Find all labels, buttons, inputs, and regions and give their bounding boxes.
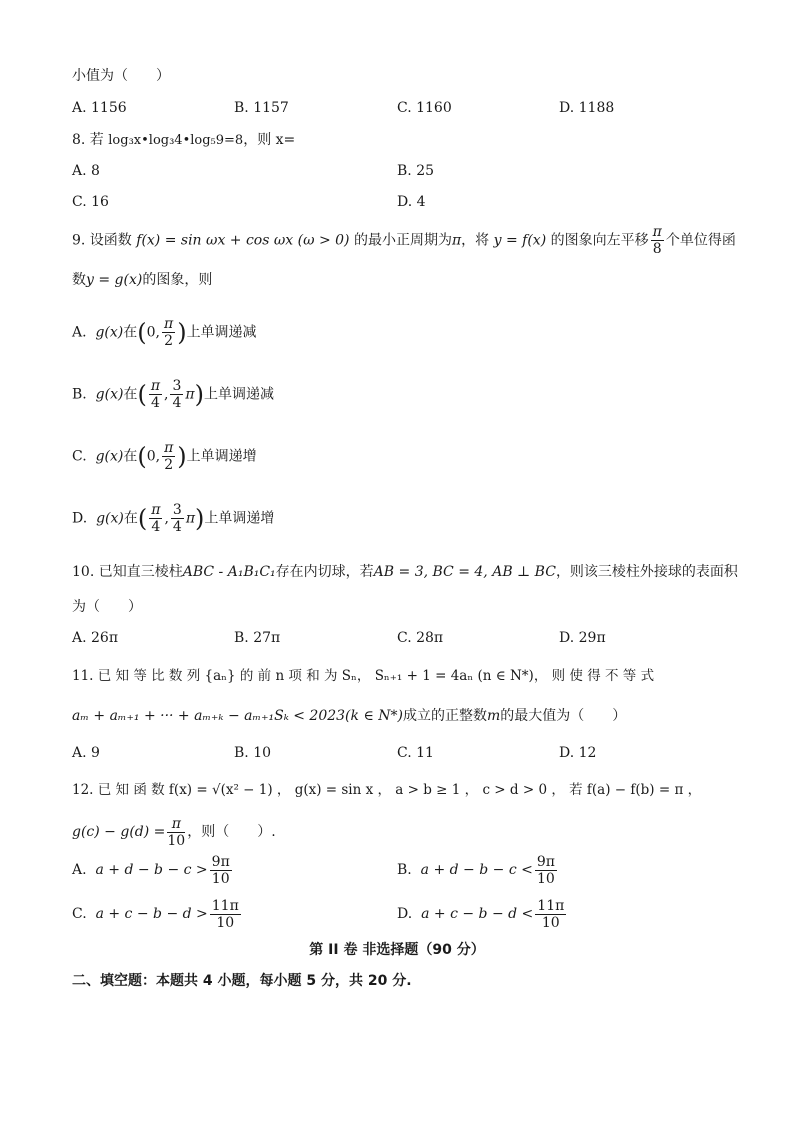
q9-option-a-text: 上单调递减 [186,324,257,341]
q8-option-c: C. 16 [72,194,109,210]
q9-option-d: D. g(x)在( $\frac{\pi}{4}$ , $\frac{3}{4}$ π)上单调递增 [72,502,275,535]
q8-stem [72,130,295,151]
q11-text-positive-integer: 成立的正整数 [402,708,487,724]
q9-option-d-num2: 3 [172,502,182,518]
q12-option-d-label: D. [397,906,413,922]
q12-option-b-expr: a + d − b − c < [420,862,533,878]
q10-option-c: C. 28π [397,630,444,646]
q9-option-b-label: B. [72,386,87,403]
q12-option-b-label: B. [397,862,412,878]
q10-condition-math: AB = 3, BC = 4, AB ⊥ BC [373,564,556,580]
q9-y-equals-g: y = g(x) [86,272,143,288]
q9-text-period: 的最小正周期为 [353,232,452,249]
q11-variable-m: m [486,708,501,724]
q7-option-d: D. 1188 [559,100,615,116]
q9-option-d-den2: 4 [172,519,182,535]
q10-prism: ABC - A₁B₁C₁ [182,564,276,580]
q9-option-b-paren-open: ( [137,380,147,409]
q9-option-d-pi: π [185,510,196,527]
q9-option-a-zero: 0, [146,324,160,341]
q9-option-d-g: g(x) [96,510,124,527]
q12-option-a [72,852,234,888]
q9-function-f: f(x) = sin ωx + cos ωx (ω > 0) [136,232,350,249]
q9-option-a-den: 2 [164,333,174,349]
q8-option-b: B. 25 [397,163,435,179]
q12-option-b-den: 10 [536,870,555,887]
q9-option-b-fraction2 [170,378,183,411]
q9-option-d-zai: 在 [123,510,138,527]
q9-option-c-paren-close: ) [177,442,187,471]
q7-option-a: A. 1156 [72,100,127,116]
q9-option-d-fraction2 [171,502,184,535]
q9-option-a-g: g(x) [95,324,124,341]
q12-option-c [72,896,243,932]
q9-option-a-paren-close: ) [177,318,187,347]
q9-option-b-zai: 在 [123,386,138,403]
q9-text-graph: 的图象，则 [142,272,213,288]
q9-option-a-zai: 在 [123,324,138,341]
q12-fraction-den: 10 [167,832,186,849]
q12-option-d [397,896,568,932]
q9-y-equals-f: y = f(x) [493,232,547,249]
q9-text-jiang: ，将 [461,232,490,249]
q7-option-b: B. 1157 [234,100,289,116]
q9-option-c-label: C. [72,448,87,465]
q9-option-b-pi: π [185,386,195,403]
q9-option-c-zai: 在 [123,448,138,465]
q9-pi: π [451,232,462,249]
q12-option-c-den: 10 [216,914,235,931]
q12-option-b [397,852,559,888]
q9-option-a [72,316,257,349]
q9-stem-line2 [72,270,212,290]
q10-stem-line2: 为（ ） [72,599,142,615]
q8-number: 8. 若 [72,132,109,148]
q9-shift-denominator: 8 [652,241,662,257]
q9-option-c [72,440,257,473]
q8-option-d: D. 4 [397,194,426,210]
q9-option-d-den1: 4 [151,519,161,535]
q12-option-a-fraction [210,854,232,887]
q11-option-d: D. 12 [559,745,597,761]
q12-option-b-fraction [535,854,557,887]
q9-option-b-fraction1 [149,378,162,411]
q12-option-a-expr: a + d − b − c > [95,862,208,878]
q12-option-d-num: 11π [537,897,565,914]
q9-option-b-text: 上单调递减 [203,386,274,403]
q9-option-d-label: D. [72,510,88,527]
q9-option-c-text: 上单调递增 [186,448,257,465]
q12-option-a-num: 9π [211,853,230,870]
q9-option-b-paren-close: ) [194,380,204,409]
q9-option-c-paren-open: ( [137,442,147,471]
q9-text-shu: 数 [72,272,86,288]
q9-option-b-den2: 4 [172,395,182,411]
q9-option-d-fraction1 [149,502,162,535]
q12-option-d-fraction [535,898,566,931]
q11-stem-line1: 11. 已 知 等 比 数 列 {aₙ} 的 前 n 项 和 为 Sₙ， Sₙ₊₁ + 1 = 4aₙ (n ∈ N*)， 则 使 得 不 等 式 [72,668,655,684]
q10-text-area: ，则该三棱柱外接球的表面积 [555,564,738,580]
q9-option-c-fraction [162,440,175,473]
q9-option-b-den1: 4 [150,395,160,411]
q9-option-d-num1: π [151,502,161,518]
q8-option-a: A. 8 [72,163,100,179]
q10-stem-line1 [72,562,738,582]
q9-shift-fraction [651,224,664,257]
q12-text-then: ，则（ ）. [187,824,276,840]
q11-text-max: 的最大值为（ ） [500,708,627,724]
q12-option-a-label: A. [72,862,87,878]
q10-option-a: A. 26π [72,630,119,646]
q11-option-b: B. 10 [234,745,272,761]
q9-option-a-fraction [162,316,175,349]
q7-option-c: C. 1160 [397,100,452,116]
q9-option-b: B. g(x)在( $\frac{\pi}{4}$ , $\frac{3}{4}$ π)上单调递减 [72,378,274,411]
q9-option-c-num: π [164,440,174,456]
q9-option-d-text: 上单调递增 [204,510,275,527]
q10-option-d: D. 29π [559,630,606,646]
q12-stem-line1: 12. 已 知 函 数 f(x) = √(x² − 1) ， g(x) = sin x ， a > b ≥ 1 ， c > d > 0 ， 若 f(a) − f(b) = π ， [72,782,702,798]
q12-option-d-expr: a + c − b − d < [421,906,534,922]
q9-option-c-g: g(x) [95,448,124,465]
q12-g-difference: g(c) − g(d) = [72,824,166,840]
q8-stem-suffix: ，则 x= [243,132,296,148]
q7-tail: 小值为（ ） [72,68,170,84]
q12-option-b-num: 9π [536,853,555,870]
q9-text-units: 个单位得函 [665,232,736,249]
q12-option-c-fraction [210,898,241,931]
q9-option-d-paren-close: ) [195,504,205,533]
q9-shift-numerator: π [652,224,662,240]
q9-option-a-label: A. [72,324,87,341]
q12-fraction [167,816,185,849]
q9-number: 9. 设函数 [72,232,132,249]
q9-option-a-paren-open: ( [137,318,147,347]
q9-text-shift: 的图象向左平移 [550,232,649,249]
part-2-heading: 二、填空题：本题共 4 小题，每小题 5 分，共 20 分. [72,973,412,989]
q9-stem-line1 [72,224,736,257]
q12-option-a-den: 10 [211,870,230,887]
q9-option-d-paren-open: ( [137,504,148,533]
q8-log-expression: log₃x•log₃4•log₅9=8 [108,133,244,148]
q12-option-c-num: 11π [211,897,239,914]
q9-option-b-g: g(x) [95,386,124,403]
q11-option-a: A. 9 [72,745,100,761]
q9-option-a-num: π [163,316,174,332]
section-2-title: 第 II 卷 非选择题（90 分） [309,942,485,958]
q10-number: 10. 已知直三棱柱 [72,564,183,580]
q11-inequality: aₘ + aₘ₊₁ + ··· + aₘ₊ₖ − aₘ₊₁Sₖ < 2023(k ∈ N*) [72,708,403,724]
q12-option-d-den: 10 [541,914,560,931]
q11-stem-line2 [72,706,626,726]
q10-option-b: B. 27π [234,630,281,646]
q9-option-c-den: 2 [164,457,174,473]
q11-option-c: C. 11 [397,745,434,761]
q12-option-c-label: C. [72,906,87,922]
q9-option-c-zero: 0, [146,448,161,465]
q9-option-b-num1: π [150,378,161,394]
q12-fraction-num: π [167,816,185,833]
q12-stem-line2 [72,814,276,850]
q9-option-b-num2: 3 [172,378,182,394]
q12-option-c-expr: a + c − b − d > [95,906,208,922]
q10-text-condition: 存在内切球，若 [275,564,374,580]
